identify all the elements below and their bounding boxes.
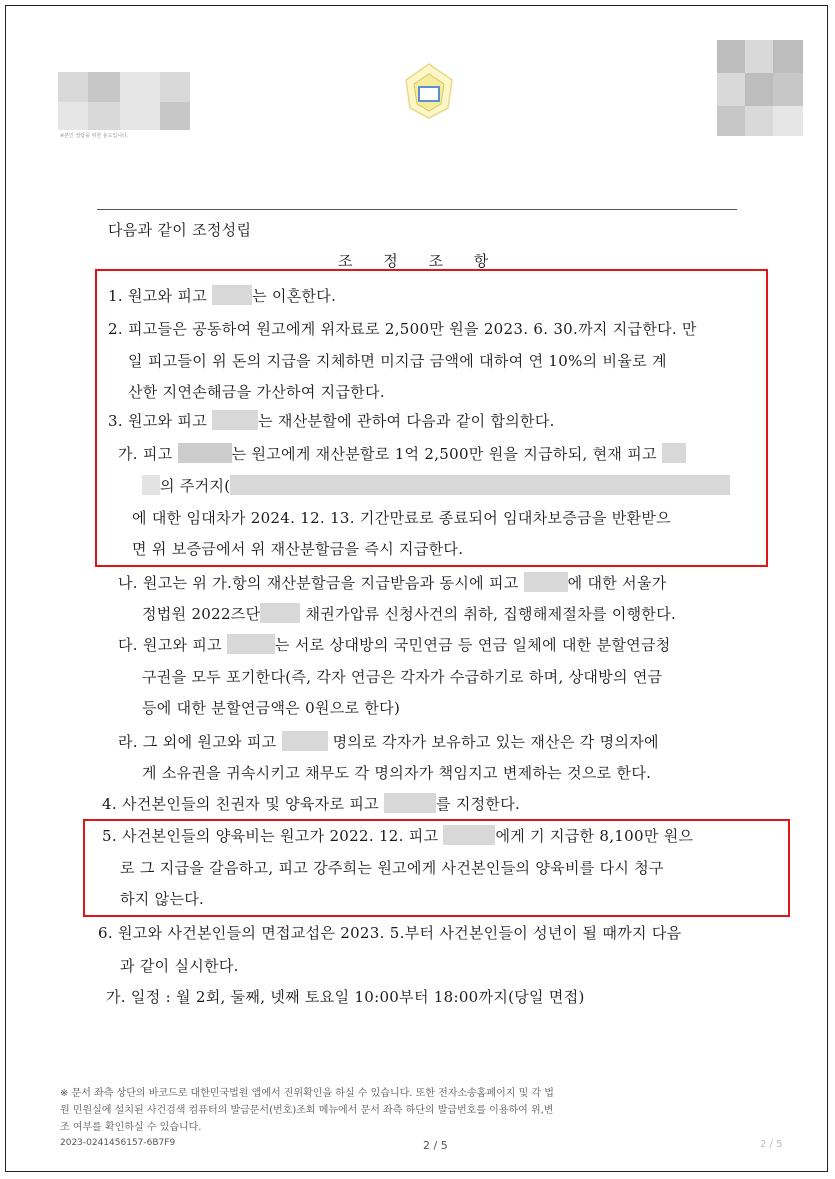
redaction	[443, 825, 495, 845]
doc-number: 2023-0241456157-6B7F9	[60, 1138, 176, 1148]
redaction	[142, 475, 160, 495]
item-3d-line-2: 게 소유권을 귀속시키고 채무도 각 명의자가 책임지고 변제하는 것으로 한다.	[142, 764, 652, 782]
item-1: 1. 원고와 피고 는 이혼한다.	[108, 287, 337, 305]
item-3a-line-1: 가. 피고 는 원고에게 재산분할로 1억 2,500만 원을 지급하되, 현재 피고	[118, 443, 686, 464]
redaction	[282, 731, 328, 751]
footer-notice-line-1: ※ 문서 좌측 상단의 바코드로 대한민국법원 앱에서 진위확인을 하실 수 있습니다. 또한 전자소송홈페이지 및 각 법	[60, 1088, 554, 1099]
item-3c-line-3: 등에 대한 분할연금액은 0원으로 한다)	[142, 699, 401, 717]
redaction	[384, 793, 436, 813]
item-3a-line-4: 면 위 보증금에서 위 재산분할금을 즉시 지급한다.	[132, 540, 464, 558]
item-2-line-3: 산한 지연손해금을 가산하여 지급한다.	[128, 383, 385, 401]
page-number: 2 / 5	[423, 1139, 448, 1152]
item-6-line-1: 6. 원고와 사건본인들의 면접교섭은 2023. 5.부터 사건본인들이 성년이 될 때까지 다음	[98, 924, 682, 942]
item-4: 4. 사건본인들의 친권자 및 양육자로 피고 를 지정한다.	[102, 795, 521, 813]
section-title: 조 정 조 항	[338, 252, 502, 270]
tiny-note: ※본인 열람을 위한 용도입니다.	[60, 133, 129, 139]
item-3c-line-1: 다. 원고와 피고 는 서로 상대방의 국민연금 등 연금 일체에 대한 분할연금청	[118, 636, 671, 654]
item-3b-line-1: 나. 원고는 위 가.항의 재산분할금을 지급받음과 동시에 피고 에 대한 서울가	[118, 574, 667, 592]
redaction	[212, 410, 258, 430]
item-3a-line-3: 에 대한 임대차가 2024. 12. 13. 기간만료로 종료되어 임대차보증금을 반환받으	[132, 509, 671, 527]
footer-notice-line-2: 원 민원실에 설치된 사건검색 컴퓨터의 발급문서(번호)조회 메뉴에서 문서 좌측 하단의 발급번호를 이용하여 위,변	[60, 1105, 554, 1116]
redaction	[662, 443, 686, 463]
item-3: 3. 원고와 피고 는 재산분할에 관하여 다음과 같이 합의한다.	[108, 412, 555, 430]
item-3a-line-2: 의 주거지(	[142, 475, 730, 496]
item-2-line-1: 2. 피고들은 공동하여 원고에게 위자료로 2,500만 원을 2023. 6. 30.까지 지급한다. 만	[108, 320, 697, 338]
redaction	[524, 572, 568, 592]
redaction	[178, 443, 232, 463]
court-emblem	[398, 60, 460, 122]
redaction-address	[230, 475, 730, 495]
item-5-line-3: 하지 않는다.	[120, 890, 205, 908]
footer-notice-line-3: 조 여부를 확인하실 수 있습니다.	[60, 1122, 202, 1133]
item-5-line-2: 로 그 지급을 갈음하고, 피고 강주희는 원고에게 사건본인들의 양육비를 다시 청구	[120, 859, 664, 877]
redaction	[260, 603, 300, 623]
item-3c-line-2: 구권을 모두 포기한다(즉, 각자 연금은 각자가 수급하기로 하며, 상대방의 연금	[142, 668, 663, 686]
intro-text: 다음과 같이 조정성립	[108, 221, 252, 239]
item-3d-line-1: 라. 그 외에 원고와 피고 명의로 각자가 보유하고 있는 재산은 각 명의자에	[118, 733, 659, 751]
item-6a: 가. 일정 : 월 2회, 둘째, 넷째 토요일 10:00부터 18:00까지(당일 면접)	[106, 988, 585, 1006]
redaction	[227, 634, 275, 654]
top-rule	[97, 209, 737, 210]
page-number-faint: 2 / 5	[760, 1139, 783, 1150]
item-5-line-1: 5. 사건본인들의 양육비는 원고가 2022. 12. 피고 에게 기 지급한 8,100만 원으	[102, 827, 694, 845]
redaction	[212, 285, 252, 305]
item-3b-line-2: 정법원 2022즈단 채권가압류 신청사건의 취하, 집행해제절차를 이행한다.	[142, 605, 677, 623]
item-6-line-2: 과 같이 실시한다.	[120, 957, 239, 975]
item-2-line-2: 일 피고들이 위 돈의 지급을 지체하면 미지급 금액에 대하여 연 10%의 비율로 계	[128, 352, 667, 370]
